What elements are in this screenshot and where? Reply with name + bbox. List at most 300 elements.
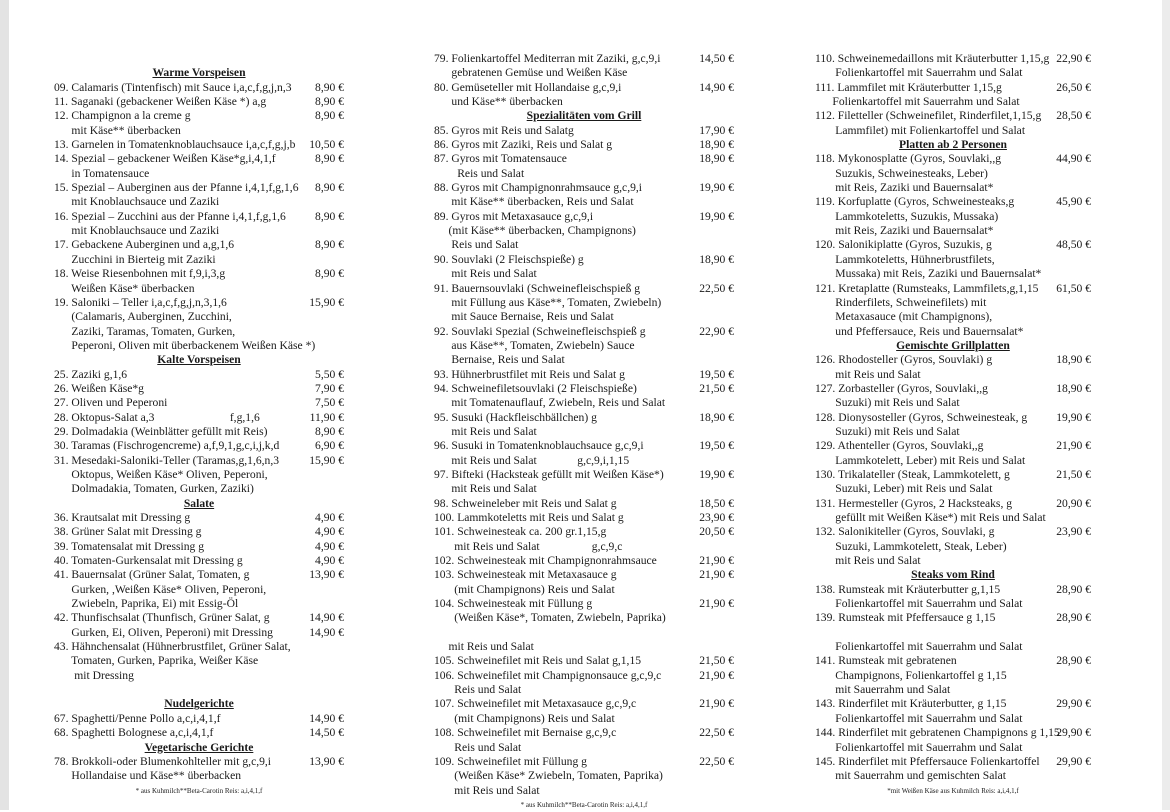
- menu-item: [815, 741, 1091, 755]
- item-price: 22,50 €: [699, 754, 734, 768]
- menu-item: [815, 654, 1091, 668]
- item-text: 132. Salonikiteller (Gyros, Souvlaki, g: [815, 525, 995, 539]
- item-price: 22,90 €: [1056, 52, 1091, 65]
- section-heading: Vegetarische Gerichte: [144, 740, 254, 754]
- item-text: mit Knoblauchsauce und Zaziki: [54, 224, 220, 238]
- item-text: Zaziki, Taramas, Tomaten, Gurken,: [54, 324, 236, 338]
- item-text: 80. Gemüseteller mit Hollandaise g,c,9,i: [434, 80, 622, 94]
- item-text: 39. Tomatensalat mit Dressing g: [54, 539, 204, 553]
- item-text: 18. Weise Riesenbohnen mit f,9,i,3,g: [54, 267, 226, 281]
- item-text: mit Füllung aus Käse**, Tomaten, Zwiebeln): [434, 295, 662, 309]
- item-text: gebratenen Gemüse und Weißen Käse: [434, 66, 628, 80]
- menu-item: [815, 181, 1091, 195]
- menu-item: [54, 152, 344, 166]
- menu-item: [815, 583, 1091, 597]
- item-text: Suzuki) mit Reis und Salat: [815, 396, 960, 410]
- menu-item: [434, 325, 734, 339]
- menu-item: [815, 325, 1091, 339]
- menu-item: [815, 597, 1091, 611]
- menu-item: [434, 353, 734, 367]
- menu-item: [434, 439, 734, 453]
- menu-item: [54, 95, 344, 109]
- menu-item: [434, 66, 734, 80]
- menu-item: [54, 81, 344, 95]
- section-heading: Salate: [183, 496, 215, 510]
- item-text: (Weißen Käse* Zwiebeln, Tomaten, Paprika): [434, 769, 663, 783]
- item-text: mit Reis und Salat: [434, 783, 540, 797]
- item-text: mit Sauerrahm und Salat: [815, 683, 951, 697]
- item-text: 108. Schweinefilet mit Bernaise g,c,9,c: [434, 726, 617, 740]
- menu-item: [54, 640, 344, 654]
- item-text: 85. Gyros mit Reis und Salatg: [434, 123, 574, 137]
- item-price: 21,90 €: [699, 568, 734, 582]
- section-heading: Gemischte Grillplatten: [896, 338, 1010, 352]
- menu-item: [434, 382, 734, 396]
- item-price: 4,90 €: [315, 511, 344, 524]
- menu-item: [815, 210, 1091, 224]
- item-price: 10,50 €: [309, 138, 344, 152]
- section-heading: Kalte Vorspeisen: [157, 353, 241, 367]
- item-price: 28,90 €: [1056, 582, 1091, 596]
- item-text: 28. Oktopus-Salat a,3 f,g,1,6: [54, 410, 260, 424]
- menu-item: [54, 769, 344, 783]
- item-text: Gurken, ,Weißen Käse* Oliven, Peperoni,: [54, 582, 267, 596]
- item-price: 61,50 €: [1056, 281, 1091, 295]
- item-price: 21,90 €: [699, 668, 734, 682]
- item-price: 17,90 €: [699, 123, 734, 137]
- section-heading: Warme Vorspeisen: [152, 66, 246, 80]
- menu-item: [434, 52, 734, 66]
- item-text: 89. Gyros mit Metaxasauce g,c,9,i: [434, 209, 594, 223]
- item-price: 28,90 €: [1056, 611, 1091, 625]
- menu-item: [54, 138, 344, 152]
- item-text: Tomaten, Gurken, Paprika, Weißer Käse: [54, 654, 259, 668]
- item-text: Suzuki) mit Reis und Salat: [815, 424, 960, 438]
- item-text: 29. Dolmadakia (Weinblätter gefüllt mit Reis): [54, 424, 268, 438]
- menu-item: [815, 769, 1091, 783]
- item-text: 42. Thunfischsalat (Thunfisch, Grüner Salat, g: [54, 611, 270, 625]
- menu-item: [54, 468, 344, 482]
- item-text: 41. Bauernsalat (Grüner Salat, Tomaten, g: [54, 568, 250, 582]
- item-price: 8,90 €: [315, 181, 344, 195]
- menu-item: [434, 726, 734, 740]
- item-text: 144. Rinderfilet mit gebratenen Champignons g 1,15: [815, 726, 1060, 740]
- item-text: und Käse** überbacken: [434, 95, 563, 109]
- item-text: 131. Hermesteller (Gyros, 2 Hacksteaks, g: [815, 496, 1013, 510]
- menu-item: [54, 626, 344, 640]
- menu-item: [434, 339, 734, 353]
- item-text: 92. Souvlaki Spezial (Schweinefleischspieß g: [434, 324, 646, 338]
- item-price: 48,50 €: [1056, 238, 1091, 252]
- item-text: Suzuki, Leber) mit Reis und Salat: [815, 482, 993, 496]
- item-text: mit Tomatenauflauf, Zwiebeln, Reis und Salat: [434, 396, 666, 410]
- menu-item: [434, 425, 734, 439]
- item-text: 90. Souvlaki (2 Fleischspieße) g: [434, 252, 584, 266]
- section-heading: Nudelgerichte: [164, 697, 234, 711]
- menu-item: [434, 712, 734, 726]
- item-price: 44,90 €: [1056, 152, 1091, 166]
- menu-column-3: [815, 52, 1091, 798]
- item-price: 29,90 €: [1056, 726, 1091, 740]
- item-text: 94. Schweinefiletsouvlaki (2 Fleischspieße): [434, 381, 637, 395]
- menu-item: [434, 654, 734, 668]
- item-text: Hollandaise und Käse** überbacken: [54, 769, 242, 783]
- item-text: 97. Bifteki (Hacksteak gefüllt mit Weißen Käse*): [434, 467, 664, 481]
- item-text: mit Reis und Salat g,c,9,c: [434, 539, 623, 553]
- item-price: 18,90 €: [699, 152, 734, 166]
- section-heading: Spezialitäten vom Grill: [526, 109, 642, 123]
- item-text: 67. Spaghetti/Penne Pollo a,c,i,4,1,f: [54, 711, 221, 725]
- item-text: mit Käse** überbacken: [54, 123, 181, 137]
- item-text: mit Sauce Bernaise, Reis und Salat: [434, 310, 614, 324]
- item-text: mit Käse** überbacken, Reis und Salat: [434, 195, 634, 209]
- item-text: Folienkartoffel mit Sauerrahm und Salat: [815, 711, 1023, 725]
- menu-item: [815, 468, 1091, 482]
- menu-item: [434, 597, 734, 611]
- item-price: 11,90 €: [309, 410, 344, 424]
- item-text: 119. Korfuplatte (Gyros, Schweinesteaks,g: [815, 195, 1015, 209]
- menu-item: [54, 382, 344, 396]
- item-price: 26,50 €: [1056, 80, 1091, 94]
- item-text: 31. Mesedaki-Saloniki-Teller (Taramas,g,1,6,n,3: [54, 453, 280, 467]
- item-price: 18,90 €: [699, 410, 734, 424]
- item-text: Suzuki, Lammkotelett, Steak, Leber): [815, 539, 1007, 553]
- item-text: 100. Lammkoteletts mit Reis und Salat g: [434, 511, 624, 524]
- menu-item: [54, 554, 344, 568]
- item-text: Peperoni, Oliven mit überbackenem Weißen Käse *): [54, 338, 316, 352]
- item-text: Folienkartoffel mit Sauerrahm und Salat: [815, 740, 1023, 754]
- item-price: 19,90 €: [699, 467, 734, 481]
- menu-item: [815, 669, 1091, 683]
- item-price: 4,90 €: [315, 525, 344, 539]
- menu-item: [434, 554, 734, 568]
- item-price: 14,90 €: [309, 711, 344, 725]
- menu-item: [815, 224, 1091, 238]
- menu-item: [815, 439, 1091, 453]
- item-text: Folienkartoffel mit Sauerrahm und Salat: [815, 66, 1023, 80]
- menu-item: [54, 654, 344, 668]
- menu-item: [54, 611, 344, 625]
- item-price: 23,90 €: [699, 511, 734, 524]
- item-text: Reis und Salat: [434, 238, 519, 252]
- item-text: 17. Gebackene Auberginen und a,g,1,6: [54, 238, 235, 252]
- item-price: 18,90 €: [699, 252, 734, 266]
- menu-item: [434, 195, 734, 209]
- item-text: 121. Kretaplatte (Rumsteaks, Lammfilets,g,1,15: [815, 281, 1039, 295]
- item-price: 21,90 €: [699, 597, 734, 611]
- menu-item: [54, 712, 344, 726]
- menu-item: [815, 152, 1091, 166]
- menu-item: [434, 267, 734, 281]
- footnote: * aus Kuhmilch**Beta-Carotin Reis: a,i,4,1,f: [135, 786, 263, 795]
- item-text: 120. Salonikiplatte (Gyros, Suzukis, g: [815, 238, 992, 252]
- menu-item: [434, 583, 734, 597]
- menu-item: [815, 267, 1091, 281]
- item-text: 109. Schweinefilet mit Füllung g: [434, 754, 587, 768]
- menu-item: [54, 296, 344, 310]
- item-price: 22,50 €: [699, 281, 734, 295]
- item-text: 129. Athenteller (Gyros, Souvlaki,,g: [815, 439, 984, 453]
- item-price: 21,50 €: [699, 381, 734, 395]
- item-price: 8,90 €: [315, 267, 344, 281]
- item-text: 16. Spezial – Zucchini aus der Pfanne i,4,1,f,g,1,6: [54, 209, 286, 223]
- item-price: 14,90 €: [309, 611, 344, 625]
- item-text: 93. Hühnerbrustfilet mit Reis und Salat g: [434, 367, 625, 381]
- menu-item: [815, 81, 1091, 95]
- menu-item: [815, 497, 1091, 511]
- item-text: 91. Bauernsouvlaki (Schweinefleischspieß g: [434, 281, 641, 295]
- item-text: 38. Grüner Salat mit Dressing g: [54, 525, 202, 539]
- item-text: mit Reis und Salat: [434, 424, 537, 438]
- menu-item: [54, 540, 344, 554]
- item-text: Lammkotelett, Leber) mit Reis und Salat: [815, 453, 1026, 467]
- footnote: *mit Weißen Käse aus Kuhmilch Reis: a,i,4,1,f: [887, 786, 1019, 795]
- menu-item: [54, 124, 344, 138]
- menu-item: [434, 611, 734, 625]
- item-price: 45,90 €: [1056, 195, 1091, 209]
- item-text: 30. Taramas (Fischrogencreme) a,f,9,1,g,c,i,j,k,d: [54, 439, 280, 453]
- item-text: Dolmadakia, Tomaten, Gurken, Zaziki): [54, 482, 254, 496]
- item-price: 19,90 €: [699, 209, 734, 223]
- menu-item: [815, 368, 1091, 382]
- menu-item: [54, 109, 344, 123]
- spacer: [54, 52, 344, 66]
- item-text: (mit Käse** überbacken, Champignons): [434, 224, 636, 238]
- item-price: 18,90 €: [699, 138, 734, 152]
- menu-item: [434, 368, 734, 382]
- menu-item: [815, 611, 1091, 625]
- item-price: 22,90 €: [699, 324, 734, 338]
- menu-item: [54, 310, 344, 324]
- item-text: Suzukis, Schweinesteaks, Leber): [815, 166, 988, 180]
- item-text: Folienkartoffel mit Sauerrahm und Salat: [815, 640, 1023, 654]
- item-text: Reis und Salat: [434, 166, 525, 180]
- menu-item: [54, 568, 344, 582]
- menu-item: [815, 124, 1091, 138]
- item-price: 8,90 €: [315, 209, 344, 223]
- item-text: 25. Zaziki g,1,6: [54, 367, 128, 381]
- item-text: 13. Garnelen in Tomatenknoblauchsauce i,a,c,f,g,j,b: [54, 138, 296, 152]
- menu-item: [434, 454, 734, 468]
- menu-item: [434, 95, 734, 109]
- item-text: mit Reis und Salat: [815, 367, 921, 381]
- item-price: 4,90 €: [315, 554, 344, 568]
- item-price: 19,50 €: [699, 439, 734, 453]
- menu-item: [434, 296, 734, 310]
- item-price: 29,90 €: [1056, 697, 1091, 711]
- menu-item: [434, 540, 734, 554]
- item-text: 143. Rinderfilet mit Kräuterbutter, g 1,15: [815, 697, 1007, 711]
- item-text: 126. Rhodosteller (Gyros, Souvlaki) g: [815, 353, 993, 367]
- item-text: 14. Spezial – gebackener Weißen Käse*g,i,4,1,f: [54, 152, 276, 166]
- menu-item: [434, 482, 734, 496]
- item-price: 28,90 €: [1056, 654, 1091, 668]
- item-price: 15,90 €: [309, 295, 344, 309]
- item-text: 96. Susuki in Tomatenknoblauchsauce g,c,9,i: [434, 439, 644, 453]
- menu-item: [434, 511, 734, 525]
- menu-item: [815, 482, 1091, 496]
- item-text: Weißen Käse* überbacken: [54, 281, 195, 295]
- menu-item: [434, 468, 734, 482]
- menu-item: [815, 540, 1091, 554]
- right-page-edge: [1162, 0, 1170, 810]
- item-text: 98. Schweineleber mit Reis und Salat g: [434, 496, 617, 510]
- item-text: 128. Dionysosteller (Gyros, Schweinesteak, g: [815, 410, 1028, 424]
- item-text: 09. Calamaris (Tintenfisch) mit Sauce i,a,c,f,g,j,n,3: [54, 80, 292, 94]
- item-text: mit Reis, Zaziki und Bauernsalat*: [815, 181, 994, 195]
- menu-item: [815, 525, 1091, 539]
- item-text: Lammkoteletts, Hühnerbrustfilets,: [815, 252, 995, 266]
- menu-item: [815, 755, 1091, 769]
- menu-item: [434, 640, 734, 654]
- item-text: 86. Gyros mit Zaziki, Reis und Salat g: [434, 138, 613, 152]
- item-price: 19,90 €: [699, 181, 734, 195]
- item-price: 6,90 €: [315, 439, 344, 453]
- menu-item: [434, 568, 734, 582]
- item-price: 20,50 €: [699, 525, 734, 539]
- menu-item: [54, 439, 344, 453]
- item-price: 14,50 €: [309, 726, 344, 740]
- menu-item: [434, 282, 734, 296]
- item-text: 43. Hähnchensalat (Hühnerbrustfilet, Grüner Salat,: [54, 640, 291, 654]
- item-text: 79. Folienkartoffel Mediterran mit Zaziki, g,c,9,i: [434, 52, 661, 65]
- menu-item: [815, 554, 1091, 568]
- menu-item: [434, 784, 734, 798]
- item-text: 139. Rumsteak mit Pfeffersauce g 1,15: [815, 611, 996, 625]
- item-price: 8,90 €: [315, 238, 344, 252]
- item-price: 7,50 €: [315, 396, 344, 410]
- left-page-edge: [0, 0, 9, 810]
- item-text: 127. Zorbasteller (Gyros, Souvlaki,,g: [815, 381, 988, 395]
- item-text: 19. Saloniki – Teller i,a,c,f,g,j,n,3,1,6: [54, 295, 227, 309]
- item-text: (Weißen Käse*, Tomaten, Zwiebeln, Paprika): [434, 611, 666, 625]
- item-text: 36. Krautsalat mit Dressing g: [54, 511, 191, 524]
- menu-item: [815, 425, 1091, 439]
- menu-item: [815, 511, 1091, 525]
- item-text: 11. Saganaki (gebackener Weißen Käse *) a,g: [54, 95, 267, 109]
- item-text: aus Käse**, Tomaten, Zwiebeln) Sauce: [434, 338, 635, 352]
- item-price: 21,50 €: [1056, 467, 1091, 481]
- item-text: 138. Rumsteak mit Kräuterbutter g,1,15: [815, 582, 1001, 596]
- item-text: 101. Schweinesteak ca. 200 gr.1,15,g: [434, 525, 607, 539]
- item-price: 8,90 €: [315, 152, 344, 166]
- item-text: Bernaise, Reis und Salat: [434, 353, 565, 367]
- item-text: Zucchini in Bierteig mit Zaziki: [54, 252, 216, 266]
- item-text: 27. Oliven und Peperoni: [54, 396, 168, 410]
- menu-item: [434, 755, 734, 769]
- menu-item: [434, 152, 734, 166]
- menu-item: [815, 454, 1091, 468]
- item-text: mit Sauerrahm und gemischten Salat: [815, 769, 1006, 783]
- menu-item: [434, 396, 734, 410]
- item-price: 8,90 €: [315, 424, 344, 438]
- item-text: 12. Champignon a la creme g: [54, 109, 191, 123]
- menu-item: [54, 181, 344, 195]
- item-text: 145. Rinderfilet mit Pfeffersauce Folienkartoffel: [815, 754, 1040, 768]
- item-text: 107. Schweinefilet mit Metaxasauce g,c,9,c: [434, 697, 637, 711]
- item-text: 88. Gyros mit Champignonrahmsauce g,c,9,i: [434, 181, 643, 195]
- item-price: 28,50 €: [1056, 109, 1091, 123]
- menu-item: [434, 124, 734, 138]
- item-price: 23,90 €: [1056, 525, 1091, 539]
- item-text: Folienkartoffel mit Sauerrahm und Salat: [815, 95, 1020, 109]
- item-text: 110. Schweinemedaillons mit Kräuterbutter 1,15,g: [815, 52, 1050, 65]
- section-heading: Platten ab 2 Personen: [899, 138, 1007, 152]
- item-text: 118. Mykonosplatte (Gyros, Souvlaki,,g: [815, 152, 1002, 166]
- item-price: 15,90 €: [309, 453, 344, 467]
- menu-item: [434, 669, 734, 683]
- menu-item: [434, 181, 734, 195]
- menu-item: [434, 167, 734, 181]
- item-text: 104. Schweinesteak mit Füllung g: [434, 597, 593, 611]
- item-text: 102. Schweinesteak mit Champignonrahmsauce: [434, 554, 657, 568]
- item-price: 8,90 €: [315, 80, 344, 94]
- menu-item: [434, 238, 734, 252]
- menu-item: [434, 497, 734, 511]
- item-price: 7,90 €: [315, 381, 344, 395]
- menu-item: [434, 741, 734, 755]
- menu-item: [815, 52, 1091, 66]
- menu-item: [815, 712, 1091, 726]
- menu-item: [815, 396, 1091, 410]
- item-text: 103. Schweinesteak mit Metaxasauce g: [434, 568, 617, 582]
- item-price: 21,50 €: [699, 654, 734, 668]
- menu-item: [54, 253, 344, 267]
- menu-item: [434, 81, 734, 95]
- item-price: 5,50 €: [315, 367, 344, 381]
- item-price: 29,90 €: [1056, 754, 1091, 768]
- menu-item: [54, 425, 344, 439]
- menu-item: [54, 195, 344, 209]
- item-text: Rinderfilets, Schweinefilets) mit: [815, 295, 987, 309]
- item-price: 18,90 €: [1056, 381, 1091, 395]
- item-price: 13,90 €: [309, 754, 344, 768]
- item-text: mit Knoblauchsauce und Zaziki: [54, 195, 220, 209]
- item-text: Gurken, Ei, Oliven, Peperoni) mit Dressing: [54, 625, 273, 639]
- menu-item: [434, 310, 734, 324]
- item-text: mit Reis und Salat: [434, 482, 537, 496]
- item-price: 14,90 €: [309, 625, 344, 639]
- menu-item: [434, 253, 734, 267]
- menu-item: [434, 210, 734, 224]
- menu-item: [54, 454, 344, 468]
- menu-item: [54, 755, 344, 769]
- menu-item: [54, 267, 344, 281]
- menu-column-2: [434, 52, 734, 812]
- menu-item: [54, 511, 344, 525]
- menu-item: [815, 382, 1091, 396]
- item-text: (mit Champignons) Reis und Salat: [434, 582, 615, 596]
- item-text: und Pfeffersauce, Reis und Bauernsalat*: [815, 324, 1024, 338]
- item-price: 19,50 €: [699, 367, 734, 381]
- item-price: 22,50 €: [699, 726, 734, 740]
- item-text: Lammkoteletts, Suzukis, Mussaka): [815, 209, 999, 223]
- menu-item: [815, 353, 1091, 367]
- item-price: 4,90 €: [315, 539, 344, 553]
- menu-item: [54, 325, 344, 339]
- menu-item: [54, 368, 344, 382]
- menu-item: [54, 583, 344, 597]
- item-price: 8,90 €: [315, 109, 344, 123]
- item-price: 21,90 €: [699, 554, 734, 568]
- item-text: Mussaka) mit Reis, Zaziki und Bauernsalat*: [815, 267, 1042, 281]
- item-text: in Tomatensauce: [54, 166, 150, 180]
- menu-item: [815, 282, 1091, 296]
- item-price: 14,50 €: [699, 52, 734, 65]
- menu-item: [815, 697, 1091, 711]
- menu-item: [815, 238, 1091, 252]
- item-text: Reis und Salat: [434, 740, 522, 754]
